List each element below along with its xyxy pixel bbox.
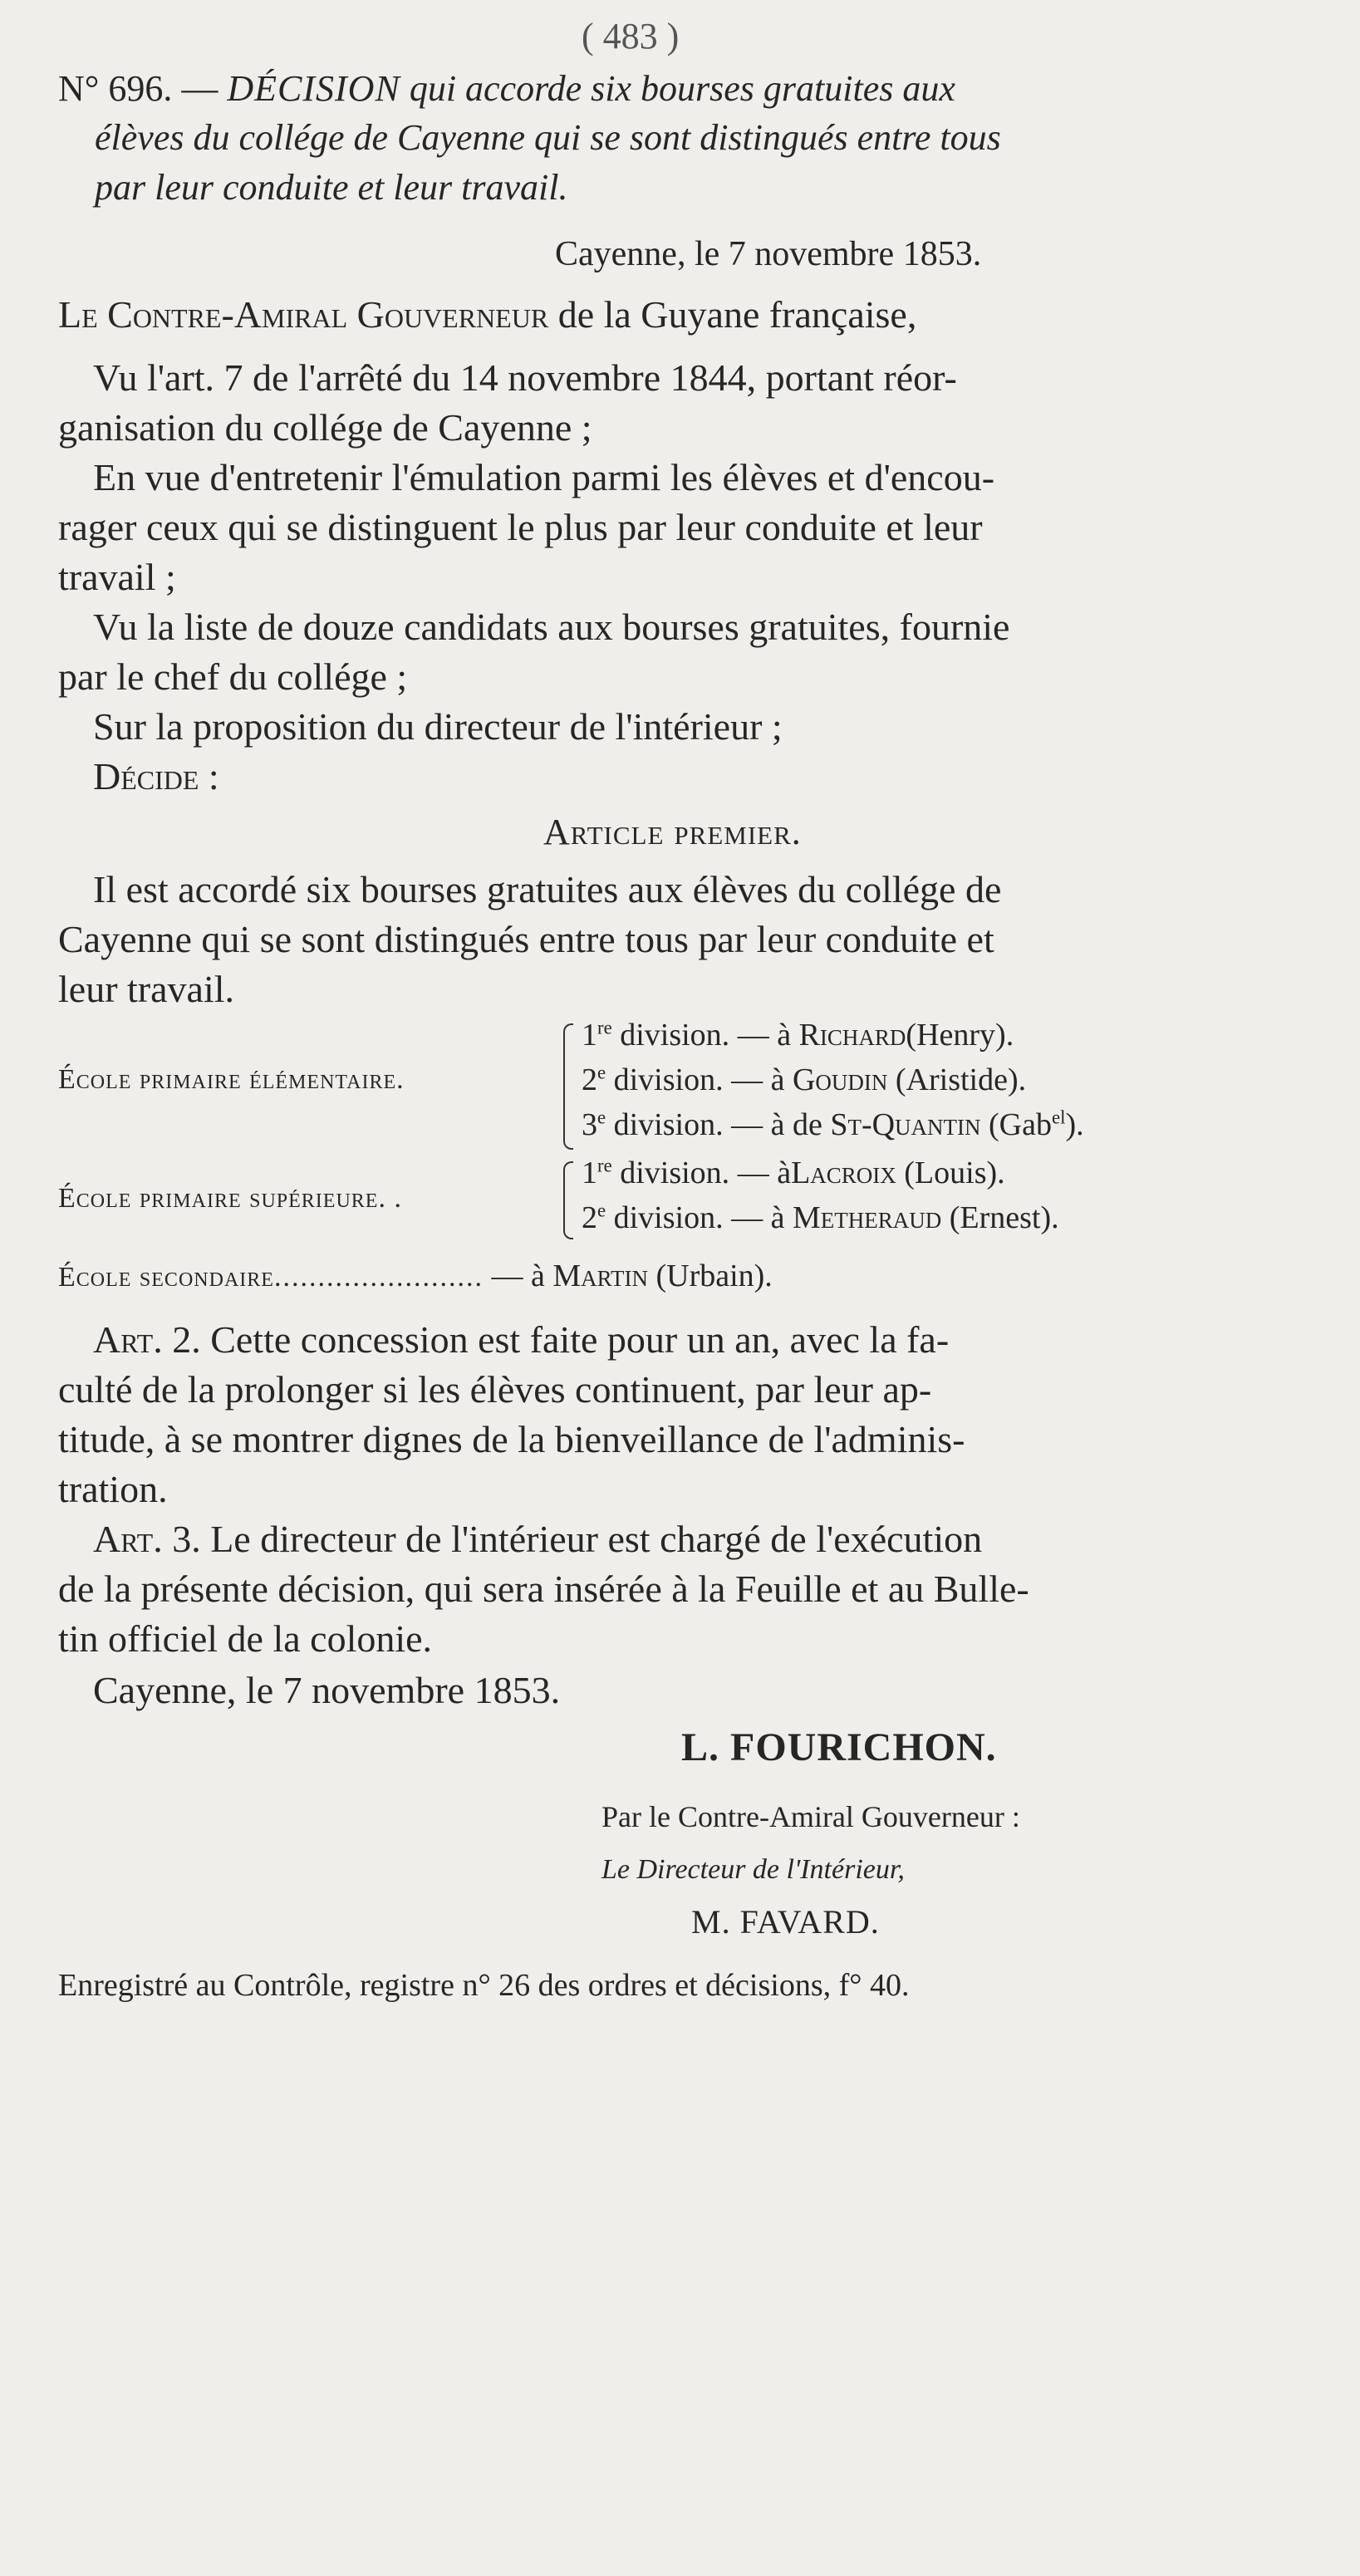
student-given-name: (Aristide). bbox=[895, 1062, 1027, 1097]
student-surname: Metheraud bbox=[792, 1200, 942, 1235]
school-label-elementaire: École primaire élémentaire. bbox=[58, 1064, 405, 1095]
student-surname: Richard bbox=[798, 1018, 906, 1052]
dateline: Cayenne, le 7 novembre 1853. bbox=[555, 235, 982, 273]
article1-line: leur travail. bbox=[58, 968, 235, 1010]
authority-line bbox=[58, 292, 916, 336]
award-row bbox=[582, 1155, 1005, 1191]
preamble-line: Vu l'art. 7 de l'arrêté du 14 novembre 1844, portant réor- bbox=[93, 356, 957, 399]
art3-label: Art. 3. bbox=[93, 1518, 201, 1560]
decision-title-rest: qui accorde six bourses gratuites aux bbox=[409, 68, 955, 109]
decision-number: N° 696. bbox=[58, 68, 173, 109]
division-sup: re bbox=[597, 1017, 612, 1038]
art2-label: Art. 2. bbox=[93, 1318, 201, 1361]
division-word: division. bbox=[613, 1200, 724, 1235]
award-prefix: — à bbox=[737, 1156, 792, 1190]
division-number: 1 bbox=[582, 1156, 597, 1190]
division-sup: e bbox=[597, 1106, 606, 1128]
division-sup: re bbox=[597, 1155, 612, 1176]
division-word: division. bbox=[613, 1062, 724, 1097]
registration-note: Enregistré au Contrôle, registre n° 26 des ordres et décisions, f° 40. bbox=[58, 1968, 910, 2003]
division-number: 2 bbox=[582, 1062, 597, 1097]
decision-heading bbox=[58, 65, 955, 113]
given-name-end: ). bbox=[1065, 1107, 1084, 1142]
par-line: Par le Contre-Amiral Gouverneur : bbox=[601, 1800, 1020, 1833]
art3-text: Le directeur de l'intérieur est chargé de l'exécution bbox=[210, 1518, 983, 1560]
art2-line: titude, à se montrer dignes de la bienveillance de l'adminis- bbox=[58, 1418, 965, 1460]
preamble-line: Sur la proposition du directeur de l'intérieur ; bbox=[93, 705, 783, 748]
school-label-superieure: École primaire supérieure. . bbox=[58, 1183, 402, 1214]
student-given-name: (Gab bbox=[989, 1107, 1052, 1142]
student-surname: Goudin bbox=[792, 1062, 888, 1097]
preamble-line: En vue d'entretenir l'émulation parmi les élèves et d'encou- bbox=[93, 456, 995, 498]
art2-text: Cette concession est faite pour un an, avec la fa- bbox=[210, 1318, 950, 1361]
division-number: 1 bbox=[582, 1018, 597, 1052]
award-row bbox=[582, 1200, 1059, 1236]
article-premier-heading: Article premier. bbox=[543, 812, 802, 852]
preamble-line: ganisation du collége de Cayenne ; bbox=[58, 406, 592, 449]
preamble-line: par le chef du collége ; bbox=[58, 655, 408, 698]
division-sup: e bbox=[597, 1200, 606, 1221]
given-name-sup: el bbox=[1052, 1106, 1066, 1128]
award-row bbox=[582, 1017, 1014, 1053]
award-prefix: — à bbox=[731, 1062, 785, 1097]
art3-line bbox=[93, 1517, 982, 1561]
school-label-secondaire: École secondaire bbox=[58, 1262, 274, 1293]
authority-rest: de la Guyane française, bbox=[557, 293, 917, 336]
brace-superieure bbox=[563, 1161, 573, 1239]
student-given-name: (Louis). bbox=[904, 1156, 1005, 1190]
decide-label: Décide : bbox=[93, 755, 219, 797]
award-prefix: — à de bbox=[731, 1107, 822, 1142]
page-number: ( 483 ) bbox=[582, 16, 680, 56]
award-row bbox=[582, 1106, 1084, 1143]
division-word: division. bbox=[620, 1018, 730, 1052]
leader-dots: ........................ bbox=[273, 1262, 484, 1293]
award-row-secondaire bbox=[58, 1258, 773, 1294]
article1-line: Il est accordé six bourses gratuites aux élèves du collége de bbox=[93, 868, 1002, 910]
preamble-line: travail ; bbox=[58, 556, 176, 598]
article1-line: Cayenne qui se sont distingués entre tous par leur conduite et bbox=[58, 918, 994, 960]
student-surname: St-Quantin bbox=[830, 1107, 981, 1142]
division-word: division. bbox=[620, 1156, 730, 1190]
art3-line: de la présente décision, qui sera insérée à la Feuille et au Bulle- bbox=[58, 1568, 1029, 1610]
preamble-line: rager ceux qui se distinguent le plus par leur conduite et leur bbox=[58, 506, 983, 548]
art2-line: culté de la prolonger si les élèves continuent, par leur ap- bbox=[58, 1368, 932, 1411]
decision-title-line3: par leur conduite et leur travail. bbox=[95, 167, 568, 208]
student-given-name: (Urbain). bbox=[655, 1259, 773, 1293]
student-given-name: (Henry). bbox=[906, 1018, 1014, 1052]
division-number: 2 bbox=[582, 1200, 597, 1235]
signature: L. FOURICHON. bbox=[681, 1725, 997, 1769]
director-title: Le Directeur de l'Intérieur, bbox=[601, 1854, 905, 1885]
art2-line bbox=[93, 1317, 949, 1362]
art2-line: tration. bbox=[58, 1468, 168, 1510]
student-given-name: (Ernest). bbox=[949, 1200, 1059, 1235]
authority-caps: Le Contre-Amiral Gouverneur bbox=[58, 293, 549, 336]
division-number: 3 bbox=[582, 1107, 597, 1142]
award-row bbox=[582, 1062, 1026, 1098]
award-prefix: — à bbox=[737, 1018, 792, 1052]
art3-line: tin officiel de la colonie. bbox=[58, 1617, 433, 1660]
student-surname: Lacroix bbox=[791, 1156, 896, 1190]
director-name: M. FAVARD. bbox=[691, 1903, 880, 1941]
decision-title-line2: élèves du collége de Cayenne qui se sont distingués entre tous bbox=[95, 117, 1001, 158]
brace-elementaire bbox=[563, 1023, 573, 1150]
award-prefix: — à bbox=[731, 1200, 785, 1235]
student-surname: Martin bbox=[552, 1259, 648, 1293]
division-word: division. bbox=[613, 1107, 724, 1142]
award-prefix: — à bbox=[491, 1259, 545, 1293]
closing-date: Cayenne, le 7 novembre 1853. bbox=[93, 1669, 561, 1711]
decision-title-word: DÉCISION bbox=[227, 68, 400, 109]
preamble-line: Vu la liste de douze candidats aux bourses gratuites, fournie bbox=[93, 606, 1010, 648]
division-sup: e bbox=[597, 1062, 606, 1083]
heading-dash: — bbox=[181, 68, 218, 109]
